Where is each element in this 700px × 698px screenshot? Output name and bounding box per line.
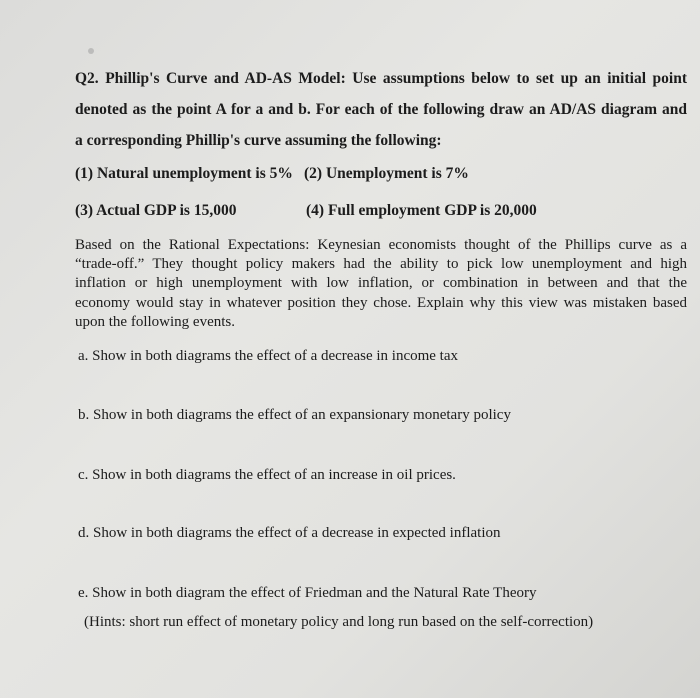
title-line-1: Q2. Phillip's Curve and AD-AS Model: Use assumptions below to set up an initial point bbox=[75, 70, 687, 87]
part-d: d. Show in both diagrams the effect of a decrease in expected inflation bbox=[78, 525, 501, 541]
assumption-2: (2) Unemployment is 7% bbox=[304, 165, 469, 182]
assumption-1: (1) Natural unemployment is 5% bbox=[75, 165, 293, 182]
part-a: a. Show in both diagrams the effect of a decrease in income tax bbox=[78, 348, 459, 364]
part-c: c. Show in both diagrams the effect of an increase in oil prices. bbox=[78, 467, 456, 483]
question-title bbox=[75, 63, 687, 156]
assumption-4: (4) Full employment GDP is 20,000 bbox=[306, 202, 537, 219]
assumption-3: (3) Actual GDP is 15,000 bbox=[75, 202, 237, 219]
rational-expectations-paragraph bbox=[75, 236, 687, 332]
paragraph-line-2: “trade-off.” They thought policy makers had the ability to pick low unemployment and high bbox=[75, 256, 687, 273]
paragraph-line-4: economy would stay in whatever position they chose. Explain why this view was mistaken based bbox=[75, 294, 687, 311]
title-line-2: denoted as the point A for a and b. For each of the following draw an AD/AS diagram and bbox=[75, 101, 687, 118]
paragraph-line-5: upon the following events. bbox=[75, 313, 235, 330]
part-e-hint: (Hints: short run effect of monetary policy and long run based on the self-correction) bbox=[84, 614, 594, 630]
part-b: b. Show in both diagrams the effect of an expansionary monetary policy bbox=[78, 407, 511, 423]
paragraph-line-3: inflation or high unemployment with low inflation, or combination in between and that the bbox=[75, 275, 687, 292]
paper-mark bbox=[88, 48, 94, 54]
title-line-3: a corresponding Phillip's curve assuming the following: bbox=[75, 132, 442, 149]
part-e: e. Show in both diagram the effect of Friedman and the Natural Rate Theory bbox=[78, 585, 537, 601]
paragraph-line-1: Based on the Rational Expectations: Keynesian economists thought of the Phillips curve as a bbox=[75, 237, 687, 253]
